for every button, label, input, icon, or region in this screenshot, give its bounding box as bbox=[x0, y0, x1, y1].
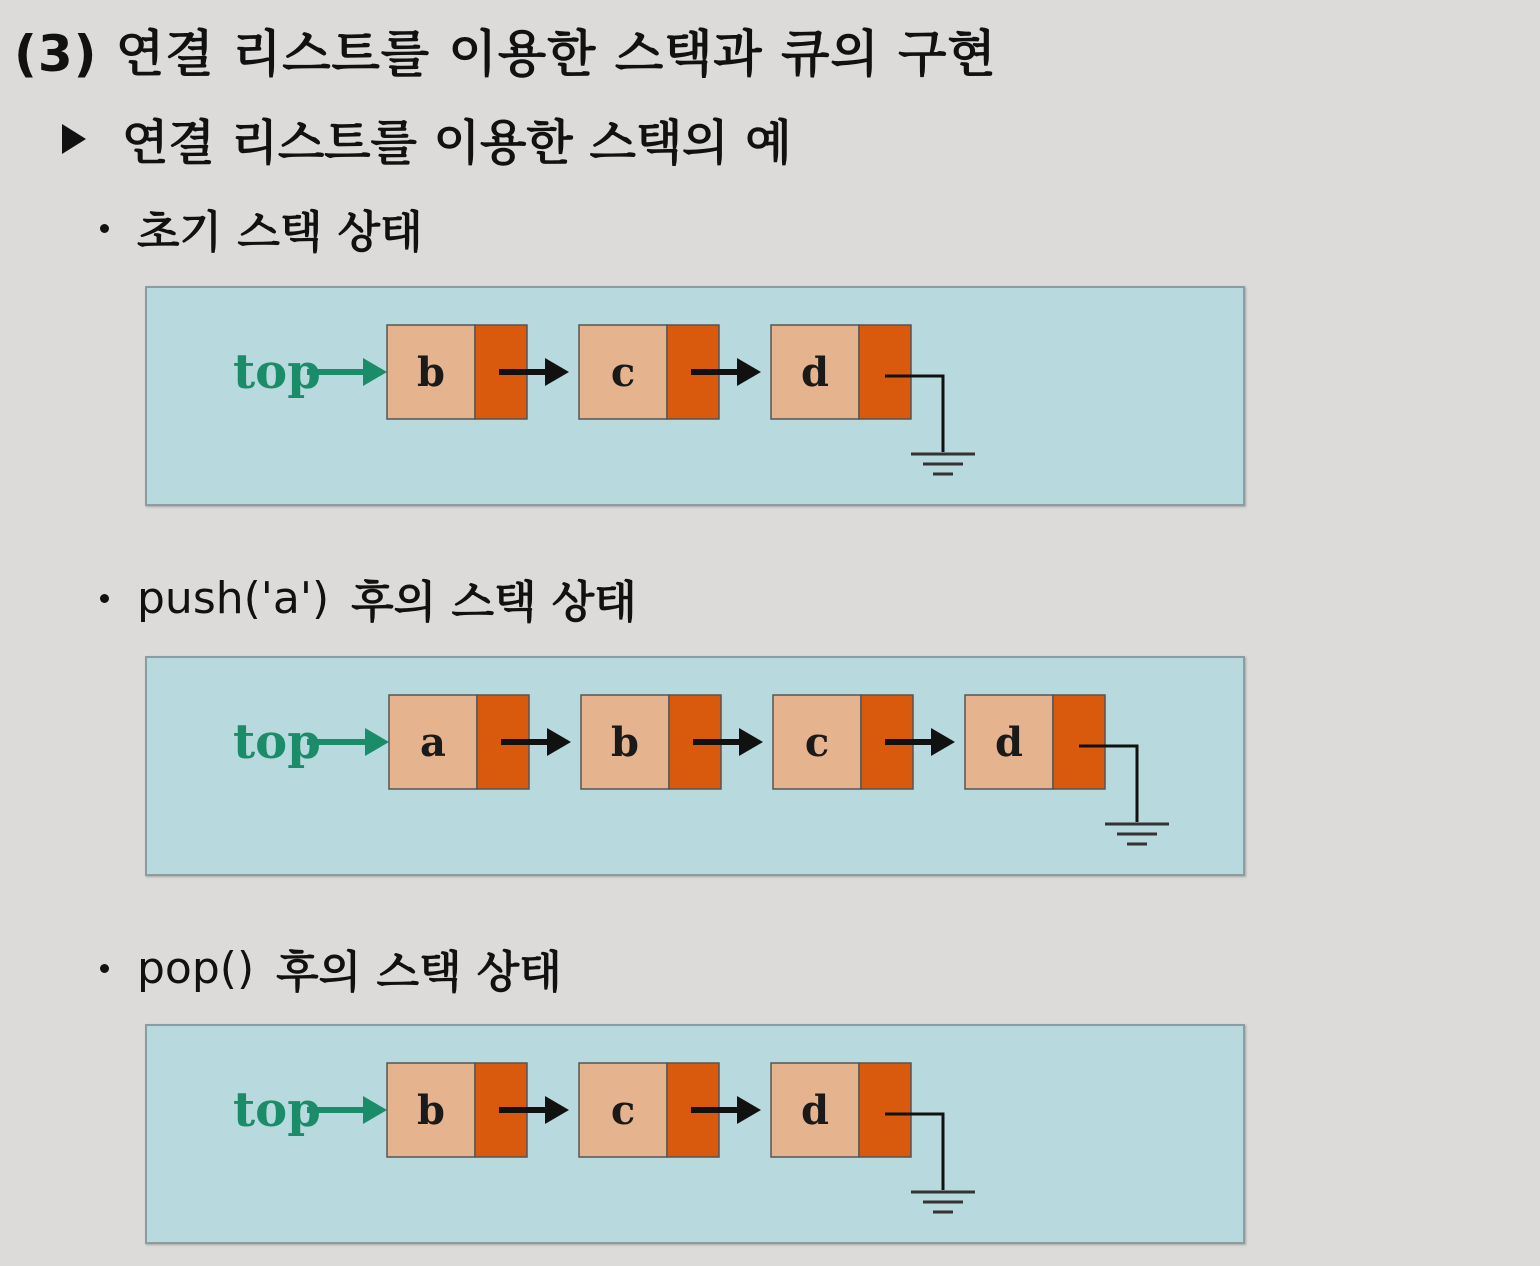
diagram-panel-pop bbox=[145, 1024, 1245, 1244]
diagram-panel-push bbox=[145, 656, 1245, 876]
bullet-after-push bbox=[100, 566, 637, 630]
node-value: c bbox=[610, 1087, 636, 1134]
top-pointer-label: top bbox=[233, 1082, 321, 1138]
next-pointer-arrow-head bbox=[547, 728, 571, 756]
linked-list-diagram bbox=[147, 288, 1247, 508]
play-triangle-icon bbox=[62, 124, 86, 154]
next-pointer-arrow-head bbox=[737, 358, 761, 386]
bullet-dot-icon bbox=[100, 964, 109, 973]
top-arrow-head bbox=[363, 358, 387, 386]
bullet-label: 초기 스택 상태 bbox=[137, 207, 423, 258]
top-pointer-label: top bbox=[233, 714, 321, 770]
next-pointer-arrow-head bbox=[931, 728, 955, 756]
bullet-code: push('a') bbox=[137, 572, 330, 624]
top-pointer-label: top bbox=[233, 344, 321, 400]
node-value: c bbox=[804, 719, 830, 766]
section-heading bbox=[62, 104, 792, 173]
node-link-cell bbox=[1053, 695, 1105, 789]
bullet-after-pop bbox=[100, 936, 562, 1000]
top-arrow-head bbox=[363, 1096, 387, 1124]
next-pointer-arrow-head bbox=[737, 1096, 761, 1124]
linked-list-diagram bbox=[147, 658, 1247, 878]
bullet-dot-icon bbox=[100, 224, 109, 233]
diagram-panel-initial bbox=[145, 286, 1245, 506]
node-value: d bbox=[801, 1087, 829, 1134]
top-arrow-head bbox=[365, 728, 389, 756]
node-link-cell bbox=[859, 325, 911, 419]
node-value: c bbox=[610, 349, 636, 396]
node-value: b bbox=[611, 719, 639, 766]
bullet-code: pop() bbox=[137, 942, 255, 994]
node-value: b bbox=[417, 1087, 445, 1134]
node-value: d bbox=[995, 719, 1023, 766]
node-value: d bbox=[801, 349, 829, 396]
bullet-label: 후의 스택 상태 bbox=[276, 947, 562, 998]
bullet-dot-icon bbox=[100, 594, 109, 603]
node-link-cell bbox=[859, 1063, 911, 1157]
bullet-label: 후의 스택 상태 bbox=[351, 577, 637, 628]
linked-list-diagram bbox=[147, 1026, 1247, 1246]
next-pointer-arrow-head bbox=[739, 728, 763, 756]
section-heading-text: 연결 리스트를 이용한 스택의 예 bbox=[122, 115, 792, 171]
next-pointer-arrow-head bbox=[545, 358, 569, 386]
node-value: a bbox=[420, 719, 446, 766]
page-title: (3) 연결 리스트를 이용한 스택과 큐의 구현 bbox=[14, 25, 997, 83]
next-pointer-arrow-head bbox=[545, 1096, 569, 1124]
node-value: b bbox=[417, 349, 445, 396]
bullet-initial-state bbox=[100, 196, 423, 260]
